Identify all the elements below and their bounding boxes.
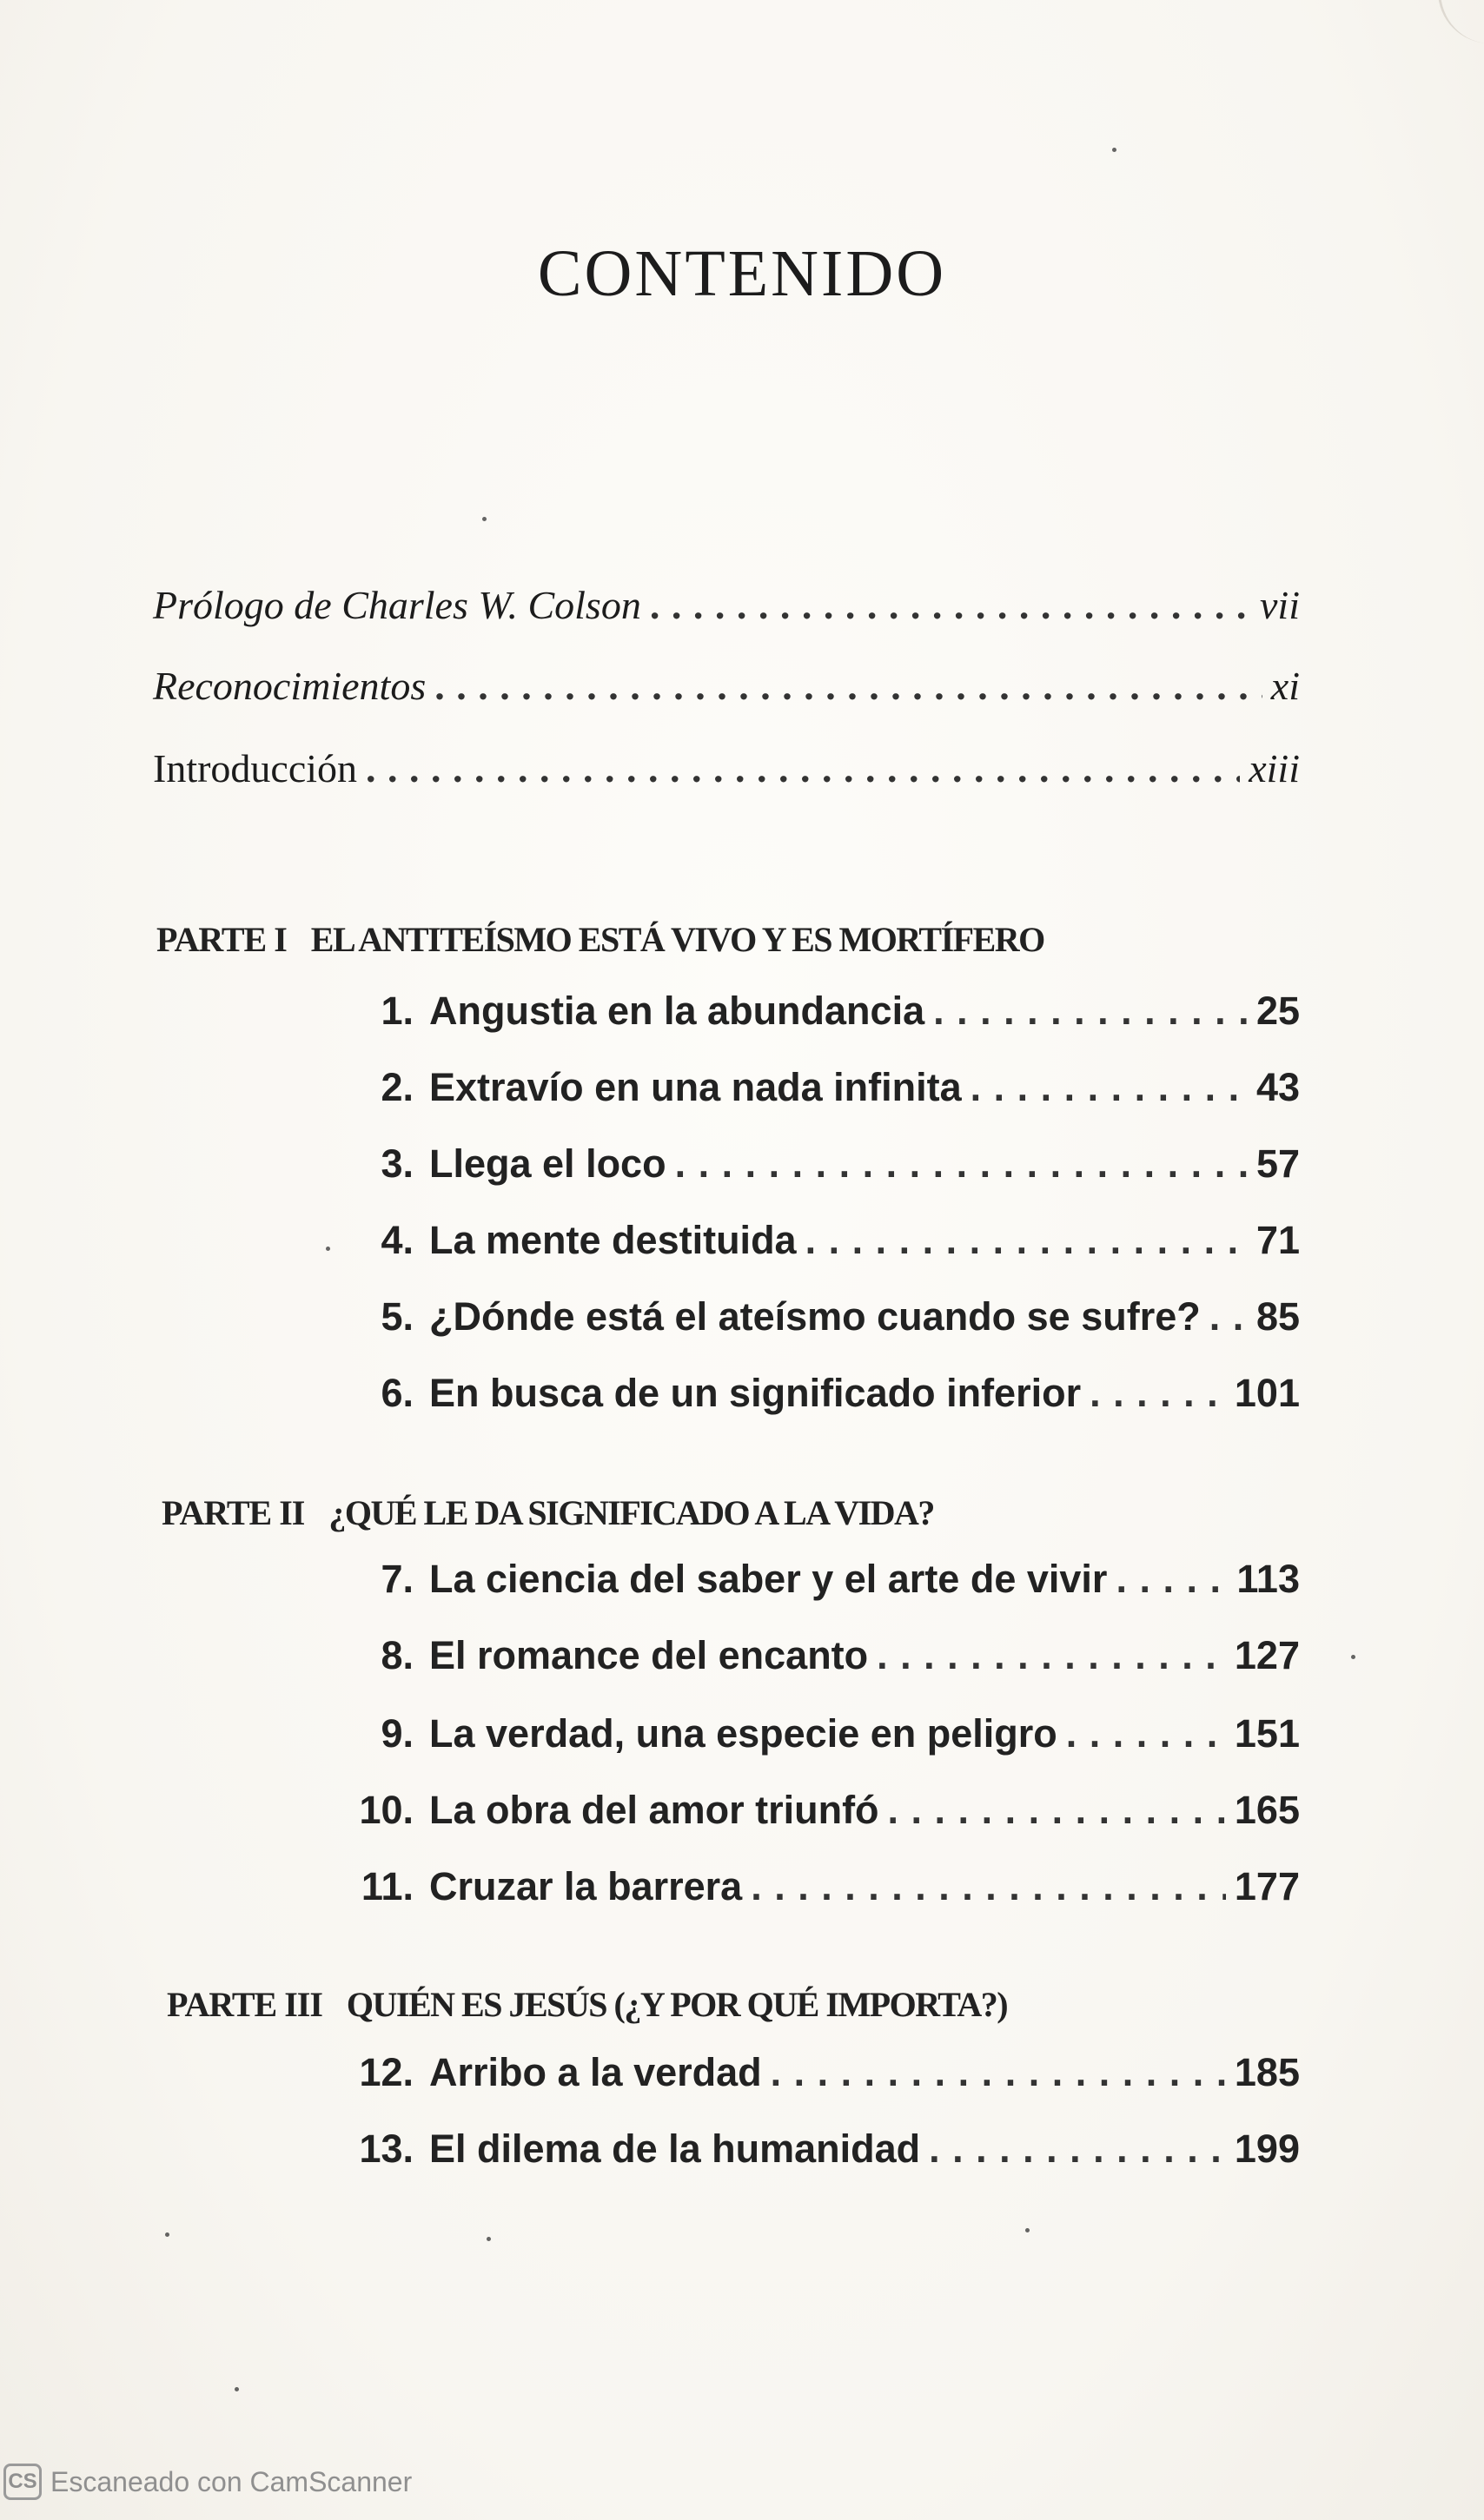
scan-speck — [482, 517, 487, 521]
chapter-title: Angustia en la abundancia — [429, 989, 925, 1033]
chapter-number: 9. — [381, 1711, 414, 1756]
chapter-title: La ciencia del saber y el arte de vivir — [429, 1557, 1108, 1601]
chapter-title: El dilema de la humanidad — [429, 2126, 921, 2171]
chapter-number: 12. — [359, 2050, 414, 2094]
part-heading-1 — [156, 919, 1044, 960]
camscanner-watermark — [3, 2464, 412, 2500]
chapter-entry — [348, 1633, 1300, 1678]
dot-leader — [1116, 1557, 1228, 1602]
chapter-page-number: 151 — [1234, 1711, 1300, 1756]
chapter-page-number: 57 — [1255, 1141, 1300, 1186]
toc-page-number: xi — [1270, 664, 1300, 708]
chapter-entry — [348, 1864, 1300, 1909]
chapter-title: La obra del amor triunfó — [429, 1788, 879, 1832]
chapter-entry — [348, 2126, 1300, 2172]
dot-leader — [751, 1864, 1226, 1909]
page-corner-fold — [1438, 0, 1484, 43]
dot-leader — [650, 582, 1251, 628]
chapter-number: 2. — [381, 1065, 414, 1109]
dot-leader — [366, 745, 1240, 791]
chapter-page-number: 113 — [1236, 1557, 1300, 1601]
chapter-title: Cruzar la barrera — [429, 1864, 743, 1908]
part-heading-2 — [162, 1492, 934, 1533]
chapter-entry — [348, 1788, 1300, 1833]
chapter-entry — [348, 1371, 1300, 1416]
dot-leader — [675, 1141, 1248, 1187]
chapter-number: 5. — [381, 1294, 414, 1339]
scan-speck — [326, 1247, 330, 1251]
chapter-entry — [348, 1065, 1300, 1110]
dot-leader — [1209, 1294, 1248, 1339]
dot-leader — [888, 1788, 1226, 1833]
toc-entry-prologue — [153, 582, 1300, 628]
part-label: PARTE I — [156, 920, 287, 959]
part-title: EL ANTITEÍSMO ESTÁ VIVO Y ES MORTÍFERO — [310, 920, 1044, 959]
chapter-title: Extravío en una nada infinita — [429, 1065, 962, 1109]
chapter-entry — [348, 989, 1300, 1034]
chapter-page-number: 71 — [1255, 1218, 1300, 1262]
toc-entry-introduction — [153, 745, 1300, 791]
part-label: PARTE III — [167, 1985, 322, 2024]
chapter-number: 10. — [359, 1788, 414, 1832]
dot-leader — [771, 2050, 1226, 2095]
chapter-page-number: 165 — [1234, 1788, 1300, 1832]
chapter-entry — [348, 1294, 1300, 1339]
part-title: QUIÉN ES JESÚS (¿Y POR QUÉ IMPORTA?) — [346, 1985, 1008, 2024]
toc-entry-label: Reconocimientos — [153, 664, 427, 708]
scan-speck — [1025, 2228, 1030, 2232]
chapter-number: 3. — [381, 1141, 414, 1186]
watermark-text: Escaneado con CamScanner — [50, 2465, 413, 2497]
chapter-title: ¿Dónde está el ateísmo cuando se sufre? — [429, 1294, 1201, 1339]
chapter-title: Llega el loco — [429, 1141, 666, 1186]
chapter-number: 7. — [381, 1557, 414, 1601]
scan-speck — [1112, 148, 1116, 152]
chapter-entry — [348, 1711, 1300, 1756]
chapter-entry — [348, 1141, 1300, 1187]
chapter-page-number: 185 — [1234, 2050, 1300, 2094]
chapter-page-number: 199 — [1234, 2126, 1300, 2171]
part-heading-3 — [167, 1984, 1007, 2025]
chapter-number: 4. — [381, 1218, 414, 1262]
chapter-title: El romance del encanto — [429, 1633, 869, 1677]
chapter-entry — [348, 1557, 1300, 1602]
chapter-entry — [348, 1218, 1300, 1263]
dot-leader — [933, 989, 1248, 1034]
scan-speck — [487, 2237, 491, 2241]
toc-entry-acknowledgements — [153, 663, 1300, 709]
toc-entry-label: Prólogo de Charles W. Colson — [153, 583, 641, 627]
chapter-page-number: 101 — [1234, 1371, 1300, 1415]
dot-leader — [877, 1633, 1226, 1678]
chapter-number: 13. — [359, 2126, 414, 2171]
chapter-page-number: 177 — [1234, 1864, 1300, 1908]
part-title: ¿QUÉ LE DA SIGNIFICADO A LA VIDA? — [328, 1493, 934, 1532]
scan-speck — [165, 2232, 169, 2237]
chapter-page-number: 43 — [1255, 1065, 1300, 1109]
part-label: PARTE II — [162, 1493, 305, 1532]
scan-speck — [1351, 1655, 1355, 1659]
dot-leader — [929, 2126, 1226, 2172]
chapter-number: 11. — [361, 1864, 414, 1908]
chapter-number: 8. — [381, 1633, 414, 1677]
chapter-number: 6. — [381, 1371, 414, 1415]
dot-leader — [805, 1218, 1248, 1263]
chapter-number: 1. — [381, 989, 414, 1033]
chapter-title: La verdad, una especie en peligro — [429, 1711, 1057, 1756]
chapter-title: La mente destituida — [429, 1218, 797, 1262]
chapter-page-number: 25 — [1255, 989, 1300, 1033]
chapter-page-number: 85 — [1255, 1294, 1300, 1339]
toc-page-number: vii — [1260, 583, 1300, 627]
chapter-title: Arribo a la verdad — [429, 2050, 762, 2094]
dot-leader — [1090, 1371, 1226, 1416]
page-title: CONTENIDO — [537, 237, 947, 310]
camscanner-logo-icon: CS — [3, 2464, 42, 2500]
dot-leader — [971, 1065, 1248, 1110]
scan-speck — [235, 2387, 239, 2391]
toc-entry-label: Introducción — [153, 746, 358, 790]
toc-page-number: xiii — [1249, 746, 1300, 790]
chapter-page-number: 127 — [1234, 1633, 1300, 1677]
chapter-entry — [348, 2050, 1300, 2095]
dot-leader — [1066, 1711, 1226, 1756]
chapter-title: En busca de un significado inferior — [429, 1371, 1082, 1415]
dot-leader — [434, 663, 1262, 709]
